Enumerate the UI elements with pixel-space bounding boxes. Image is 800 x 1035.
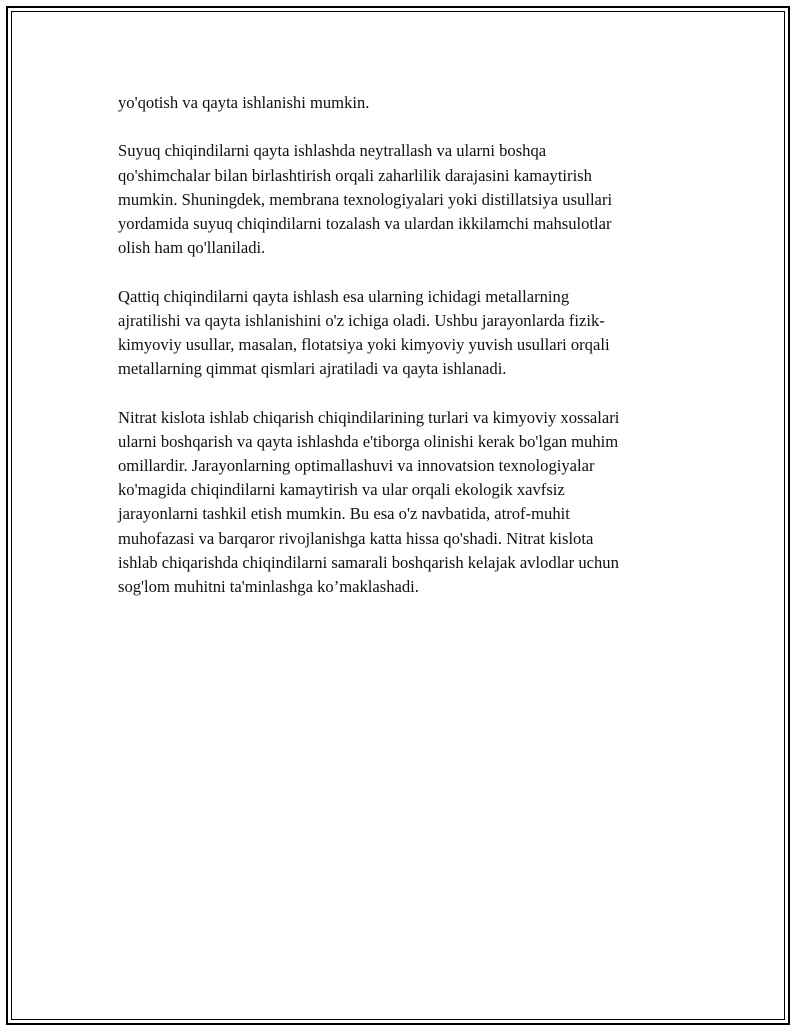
paragraph-2 — [118, 139, 690, 260]
document-body — [118, 91, 690, 623]
text-line: yo'qotish va qayta ishlanishi mumkin. — [118, 93, 370, 112]
text-line: omillardir. Jarayonlarning optimallashuvi va innovatsion texnologiyalar — [118, 456, 595, 475]
text-line: muhofazasi va barqaror rivojlanishga katta hissa qo'shadi. Nitrat kislota — [118, 528, 594, 548]
text-line: jarayonlarni tashkil etish mumkin. Bu esa o'z navbatida, atrof-muhit — [118, 504, 570, 524]
text-line: ularni boshqarish va qayta ishlashda e'tiborga olinishi kerak bo'lgan muhim — [118, 431, 619, 451]
text-line: sog'lom muhitni ta'minlashga ko’maklashadi. — [118, 577, 419, 597]
text-line: Qattiq chiqindilarni qayta ishlash esa ularning ichidagi metallarning — [118, 286, 570, 306]
text-line: kimyoviy usullar, masalan, flotatsiya yoki kimyoviy yuvish usullari orqali — [118, 335, 610, 354]
text-line: mumkin. Shuningdek, membrana texnologiyalari yoki distillatsiya usullari — [118, 189, 613, 209]
text-line: qo'shimchalar bilan birlashtirish orqali zaharlilik darajasini kamaytirish — [118, 165, 592, 185]
text-line: ishlab chiqarishda chiqindilarni samarali boshqarish kelajak avlodlar uchun — [118, 552, 619, 572]
paragraph-4 — [118, 406, 690, 600]
paragraph-1 — [118, 91, 690, 115]
paragraph-3 — [118, 285, 690, 382]
text-line: olish ham qo'llaniladi. — [118, 238, 266, 258]
text-line: metallarning qimmat qismlari ajratiladi va qayta ishlanadi. — [118, 359, 507, 379]
text-line: ko'magida chiqindilarni kamaytirish va ular orqali ekologik xavfsiz — [118, 480, 565, 500]
text-line: yordamida suyuq chiqindilarni tozalash va ulardan ikkilamchi mahsulotlar — [118, 214, 612, 233]
text-line: ajratilishi va qayta ishlanishini o'z ichiga oladi. Ushbu jarayonlarda fizik- — [118, 310, 605, 330]
text-line: Nitrat kislota ishlab chiqarish chiqindilarining turlari va kimyoviy xossalari — [118, 407, 620, 427]
text-line: Suyuq chiqindilarni qayta ishlashda neytrallash va ularni boshqa — [118, 141, 547, 161]
